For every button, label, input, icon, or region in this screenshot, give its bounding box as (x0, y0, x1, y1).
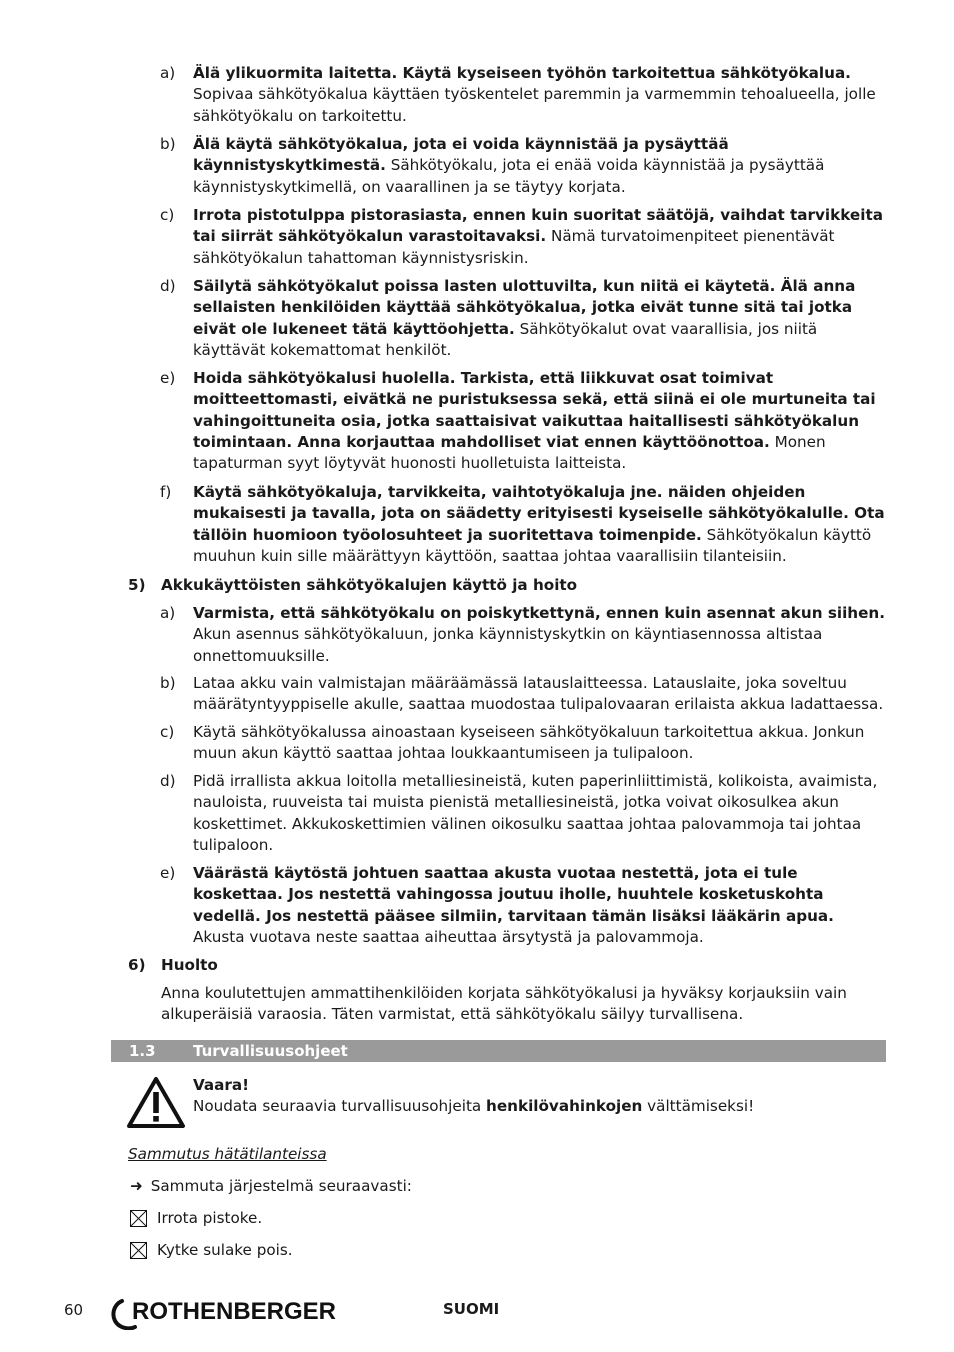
item-label: e) (160, 369, 176, 387)
page-number: 60 (64, 1301, 84, 1319)
rothenberger-logo (106, 1296, 346, 1330)
warning-text-bold: henkilövahinkojen (486, 1097, 643, 1116)
step-text: Irrota pistoke. (157, 1209, 263, 1227)
subheading: Sammutus hätätilanteissa (128, 1145, 327, 1163)
item-text: Akun asennus sähkötyökaluun, jonka käynnistyskytkin on käyntiasennossa altistaa onnettomuuksille. (193, 625, 823, 665)
item-label: c) (160, 723, 175, 741)
warning-title: Vaara! (193, 1076, 250, 1094)
item-text: Lataa akku vain valmistajan määräämässä latauslaitteessa. Latauslaite, joka soveltuu määrätyntyyppiselle akulle, saattaa muodostaa tulipalovaaran erilaista akkua ladattaessa. (193, 674, 884, 714)
step-intro-text: Sammuta järjestelmä seuraavasti: (150, 1177, 412, 1195)
item-text: Nämä turvatoimenpiteet pienentävät sähkötyökalun tahattoman käynnistysriskin. (193, 227, 835, 267)
item-text: Pidä irrallista akkua loitolla metalliesineistä, kuten paperinliittimistä, kolikoista, avaimista, nauloista, ruuveista tai muista pienistä metalliesineistä, jotka voivat oikosulkea akun koskettimet. Akkukoskettimien välinen oikosulku saattaa johtaa palovammoja tai johtaa tulipaloon. (193, 772, 878, 854)
chapter-title: Turvallisuusohjeet (193, 1042, 348, 1060)
warning-block (193, 1075, 893, 1118)
item-label: d) (160, 277, 176, 295)
item-bold: Varmista, että sähkötyökalu on poiskytkettynä, ennen kuin asennat akun siihen. (193, 604, 885, 622)
item-label: c) (160, 206, 175, 224)
item-label: e) (160, 864, 176, 882)
step-intro (130, 1176, 412, 1197)
item-label: a) (160, 604, 176, 622)
item-label: b) (160, 674, 176, 692)
warning-text-post: välttämiseksi! (647, 1097, 755, 1116)
item-bold: Älä ylikuormita laitetta. Käytä kyseiseen työhön tarkoitettua sähkötyökalua. (193, 64, 851, 82)
step-text: Kytke sulake pois. (157, 1241, 293, 1259)
item-text: Sähkötyökalun käyttö muuhun kuin sille määrättyyn käyttöön, saattaa johtaa vaarallisiin tilanteisiin. (193, 525, 872, 565)
page-footer (0, 1296, 954, 1336)
warning-triangle-icon (126, 1075, 186, 1129)
item-label: f) (160, 483, 172, 501)
section-title: Akkukäyttöisten sähkötyökalujen käyttö ja hoito (161, 576, 578, 594)
item-bold: Älä käytä sähkötyökalua, jota ei voida käynnistää ja pysäyttää käynnistyskytkimestä. (193, 135, 729, 175)
item-bold: Käytä sähkötyökaluja, tarvikkeita, vaihtotyökaluja jne. näiden ohjeiden mukaisesti ja tavalla, jota on säädetty erityisesti kyseiselle sähkötyökalulle. Ota tällöin huomioon työolosuhteet ja suoritettava toimenpide. (193, 483, 885, 544)
item-label: d) (160, 772, 176, 790)
section-number: 5) (128, 576, 146, 594)
logo-text: ROTHENBERGER (132, 1298, 337, 1325)
item-text: Käytä sähkötyökalussa ainoastaan kyseiseen sähkötyökaluun tarkoitettua akkua. Jonkun muun akun käyttö saattaa johtaa loukkaantumiseen ja tulipaloon. (193, 723, 865, 763)
checkbox-crossed-icon (130, 1210, 147, 1227)
item-bold: Hoida sähkötyökalusi huolella. Tarkista, että liikkuvat osat toimivat moitteettomasti, eivätkä ne puristuksessa sekä, että siinä ei ole murtuneita tai vahingoittuneita osia, jotka saattaisivat vaikuttaa haitallisesti sähkötyökalun toimintaan. Anna korjauttaa mahdolliset viat ennen käyttöönottoa. (193, 369, 876, 451)
item-text: Sopivaa sähkötyökalua käyttäen työskentelet paremmin ja varmemmin tehoalueella, jolle sähkötyökalu on tarkoitettu. (193, 85, 876, 125)
item-text: Sähkötyökalut ovat vaarallisia, jos niitä käyttävät kokemattomat henkilöt. (193, 319, 818, 359)
item-bold: Väärästä käytöstä johtuen saattaa akusta vuotaa nestettä, jota ei tule koskettaa. Jos nestettä vahingossa joutuu iholle, huuhtele kosketuskohta vedellä. Jos nestettä pääsee silmiin, tarvitaan tämän lisäksi lääkärin apua. (193, 864, 834, 925)
item-bold: Irrota pistotulppa pistorasiasta, ennen kuin suoritat säätöjä, vaihdat tarvikkeita tai siirrät sähkötyökalun varastoitavaksi. (193, 206, 883, 246)
section-title: Huolto (161, 956, 218, 974)
section-number: 6) (128, 956, 146, 974)
checkbox-crossed-icon (130, 1242, 147, 1259)
step-item (130, 1208, 262, 1229)
language-label: SUOMI (443, 1300, 500, 1318)
item-text: Monen tapaturman syyt löytyvät huonosti huolletuista laitteista. (193, 432, 826, 473)
warning-text-pre: Noudata seuraavia turvallisuusohjeita (193, 1097, 482, 1116)
item-label: a) (160, 64, 176, 82)
arrow-right-icon: ➜ (130, 1177, 143, 1195)
item-text: Akusta vuotava neste saattaa aiheuttaa ärsytystä ja palovammoja. (193, 927, 704, 946)
item-label: b) (160, 135, 176, 153)
step-item (130, 1240, 293, 1261)
section-paragraph: Anna koulutettujen ammattihenkilöiden korjata sähkötyökalusi ja hyväksy korjauksiin vain alkuperäisiä varaosia. Täten varmistat, että sähkötyökalu säilyy turvallisena. (161, 984, 847, 1024)
item-bold: Säilytä sähkötyökalut poissa lasten ulottuvilta, kun niitä ei käytetä. Älä anna sellaisten henkilöiden käyttää sähkötyökalua, jotka eivät tunne sitä tai jotka eivät ole lukeneet tätä käyttöohjetta. (193, 277, 856, 338)
item-text: Sähkötyökalu, jota ei enää voida käynnistää ja pysäyttää käynnistyskytkimellä, on vaarallinen ja se täytyy korjata. (193, 156, 825, 196)
chapter-heading-bar (111, 1040, 886, 1062)
chapter-number: 1.3 (129, 1042, 156, 1060)
